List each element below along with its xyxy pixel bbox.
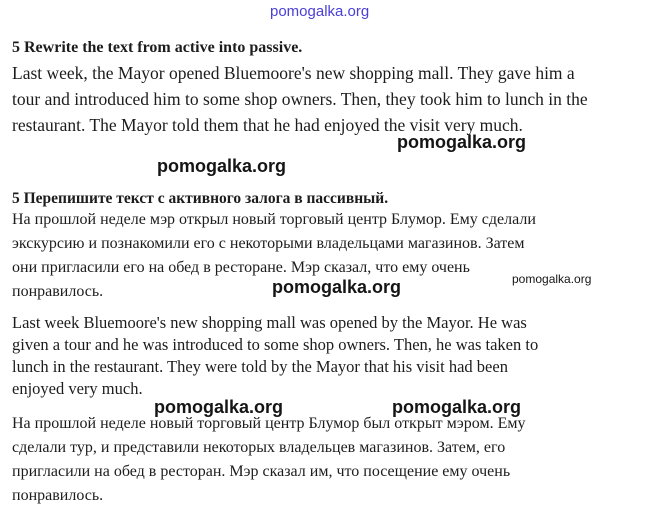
watermark: pomogalka.org: [272, 277, 402, 297]
answer-text-en: Last week Bluemoore's new shopping mall was opened by the Mayor. He was given a tour and he was introduced to some shop owners. Then, he was taken to lunch in the restaurant. They were told by the Mayor that his visit had been enjoyed very much.: [12, 313, 539, 398]
exercise-heading-en: 5 Rewrite the text from active into passive.: [12, 39, 303, 56]
answer-text-ru: На прошлой неделе новый торговый центр Блумор был открыт мэром. Ему сделали тур, и представили некоторых владельцев магазинов. Затем, его пригласили на обед в ресторан. Мэр сказал им, что посещение ему очень понравилось.: [12, 415, 526, 504]
watermark: pomogalka.org: [397, 132, 527, 152]
watermark: pomogalka.org: [154, 397, 284, 417]
watermark: pomogalka.org: [392, 397, 522, 417]
watermark: pomogalka.org: [512, 272, 592, 286]
exercise-text-ru: На прошлой неделе мэр открыл новый торговый центр Блумор. Ему сделали экскурсию и познакомили его с некоторыми владельцами магазинов. Затем они пригласили его на обед в ресторане. Мэр сказал, что ему очень понравилось.: [12, 211, 536, 300]
watermark: pomogalka.org: [157, 156, 287, 176]
exercise-text-en: Last week, the Mayor opened Bluemoore's new shopping mall. They gave him a tour and introduced him to some shop owners. Then, they took him to lunch in the restaurant. The Mayor told them that he had enjoyed the visit very much.: [12, 63, 588, 135]
exercise-heading-ru: 5 Перепишите текст с активного залога в пассивный.: [12, 190, 389, 207]
site-watermark-link[interactable]: pomogalka.org: [270, 3, 370, 20]
